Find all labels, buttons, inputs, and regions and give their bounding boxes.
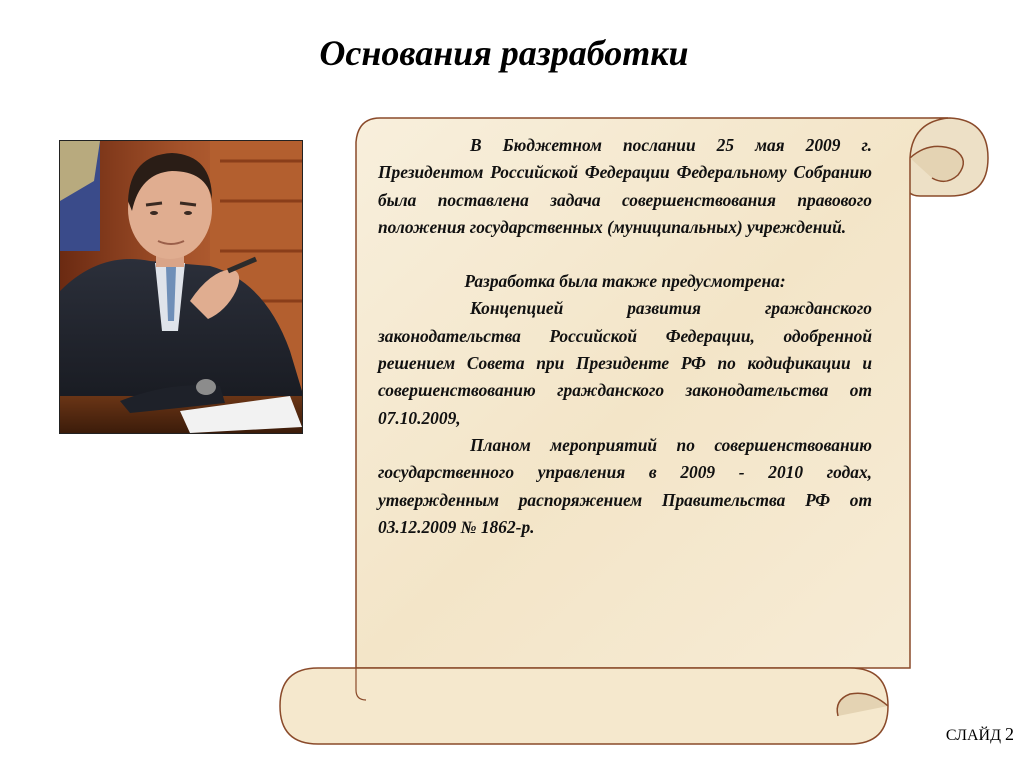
slide-label: СЛАЙД — [945, 727, 1001, 744]
paragraph-heading: Разработка была также предусмотрена: — [464, 271, 786, 292]
slide-number-value: 2 — [1005, 724, 1014, 744]
scroll-bottom-roll — [280, 668, 888, 744]
paragraph-budget-message: В Бюджетном послании 25 мая 2009 г. Президентом Российской Федерации Федеральному Собранию была поставлена задача совершенствования правового положения государственных (муниципальных) учреждений. — [378, 135, 872, 237]
slide-number — [946, 724, 1014, 745]
scroll-text — [378, 132, 872, 541]
slide-title: Основания разработки — [319, 33, 689, 73]
paragraph-concept: Концепцией развития гражданского законодательства Российской Федерации, одобренной решением Совета при Президенте РФ по кодификации и совершенствованию гражданского законодательства от 07.10.2009, — [378, 298, 872, 428]
paragraph-plan: Планом мероприятий по совершенствованию государственного управления в 2009 - 2010 годах, утвержденным распоряжением Правительства РФ от 03.12.2009 № 1862-р. — [378, 434, 872, 537]
